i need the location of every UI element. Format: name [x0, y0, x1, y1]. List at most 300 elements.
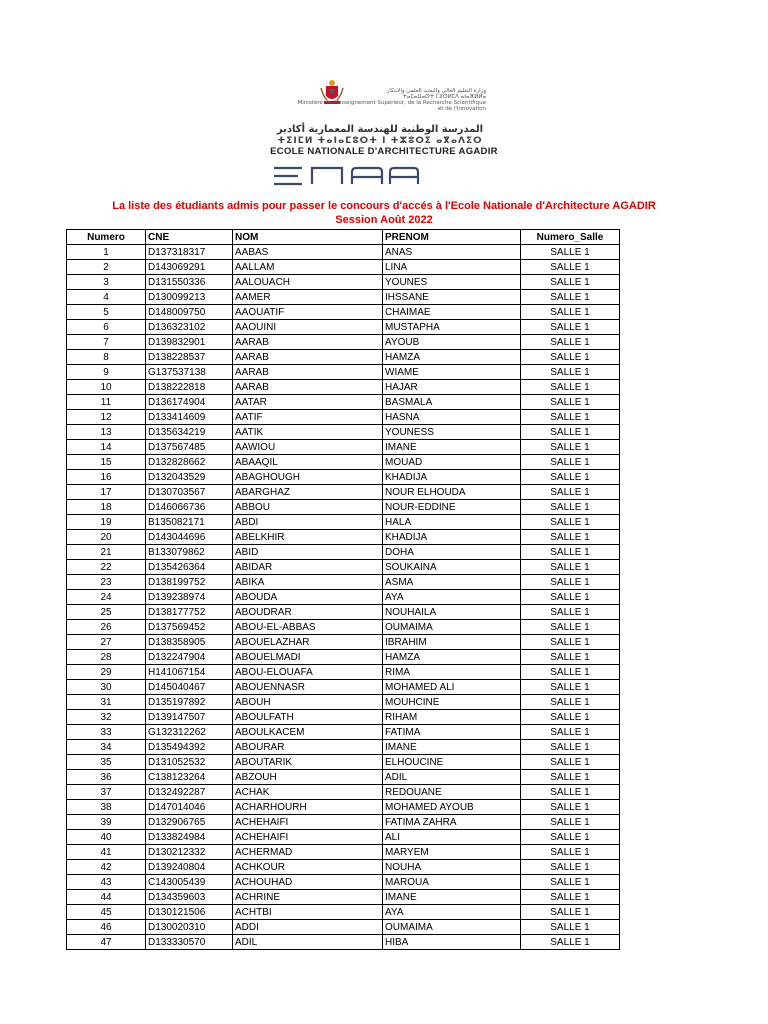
cell-nom: AALLAM: [233, 260, 383, 275]
cell-salle: SALLE 1: [521, 800, 620, 815]
cell-salle: SALLE 1: [521, 395, 620, 410]
cell-cne: G132312262: [146, 725, 233, 740]
table-row: [67, 260, 620, 275]
cell-prenom: RIHAM: [383, 710, 521, 725]
cell-prenom: YOUNES: [383, 275, 521, 290]
cell-prenom: BASMALA: [383, 395, 521, 410]
cell-cne: D130020310: [146, 920, 233, 935]
cell-nom: ABOUDA: [233, 590, 383, 605]
cell-prenom: OUMAIMA: [383, 620, 521, 635]
cell-nom: ACHKOUR: [233, 860, 383, 875]
cell-prenom: HIBA: [383, 935, 521, 950]
cell-numero: 17: [67, 485, 146, 500]
cell-cne: D133824984: [146, 830, 233, 845]
table-row: [67, 785, 620, 800]
cell-prenom: NOUHA: [383, 860, 521, 875]
table-row: [67, 605, 620, 620]
cell-salle: SALLE 1: [521, 890, 620, 905]
cell-salle: SALLE 1: [521, 695, 620, 710]
cell-nom: AATIF: [233, 410, 383, 425]
cell-numero: 21: [67, 545, 146, 560]
cell-numero: 39: [67, 815, 146, 830]
cell-prenom: AYA: [383, 905, 521, 920]
cell-nom: ACHTBI: [233, 905, 383, 920]
table-row: [67, 665, 620, 680]
cell-nom: ADIL: [233, 935, 383, 950]
cell-numero: 8: [67, 350, 146, 365]
cell-salle: SALLE 1: [521, 485, 620, 500]
cell-salle: SALLE 1: [521, 440, 620, 455]
cell-numero: 42: [67, 860, 146, 875]
cell-cne: D130099213: [146, 290, 233, 305]
cell-numero: 19: [67, 515, 146, 530]
cell-salle: SALLE 1: [521, 590, 620, 605]
cell-prenom: ANAS: [383, 245, 521, 260]
cell-cne: D138358905: [146, 635, 233, 650]
table-row: [67, 935, 620, 950]
cell-numero: 6: [67, 320, 146, 335]
cell-cne: D138177752: [146, 605, 233, 620]
cell-numero: 14: [67, 440, 146, 455]
cell-nom: ABOUELMADI: [233, 650, 383, 665]
cell-salle: SALLE 1: [521, 875, 620, 890]
cell-salle: SALLE 1: [521, 320, 620, 335]
cell-cne: D139240804: [146, 860, 233, 875]
cell-salle: SALLE 1: [521, 755, 620, 770]
cell-prenom: ALI: [383, 830, 521, 845]
cell-numero: 40: [67, 830, 146, 845]
cell-nom: ACHRINE: [233, 890, 383, 905]
cell-numero: 41: [67, 845, 146, 860]
cell-nom: ABOUELAZHAR: [233, 635, 383, 650]
cell-prenom: IMANE: [383, 890, 521, 905]
table-row: [67, 455, 620, 470]
cell-cne: D136174904: [146, 395, 233, 410]
school-name-arabic: المدرسة الوطنية للهندسة المعمارية أكادير: [276, 124, 484, 135]
cell-numero: 5: [67, 305, 146, 320]
cell-salle: SALLE 1: [521, 905, 620, 920]
cell-nom: ACHERMAD: [233, 845, 383, 860]
cell-nom: ADDI: [233, 920, 383, 935]
table-row: [67, 680, 620, 695]
cell-nom: ABELKHIR: [233, 530, 383, 545]
cell-numero: 23: [67, 575, 146, 590]
cell-prenom: WIAME: [383, 365, 521, 380]
cell-prenom: FATIMA: [383, 725, 521, 740]
cell-prenom: IMANE: [383, 440, 521, 455]
table-body: [67, 245, 620, 950]
cell-cne: D138228537: [146, 350, 233, 365]
cell-cne: D130121506: [146, 905, 233, 920]
cell-nom: ACHEHAIFI: [233, 815, 383, 830]
cell-cne: D132906765: [146, 815, 233, 830]
cell-cne: D130212332: [146, 845, 233, 860]
cell-nom: ACHARHOURH: [233, 800, 383, 815]
cell-numero: 1: [67, 245, 146, 260]
cell-numero: 28: [67, 650, 146, 665]
table-row: [67, 515, 620, 530]
cell-prenom: MOHAMED ALI: [383, 680, 521, 695]
cell-prenom: NOUR-EDDINE: [383, 500, 521, 515]
table-row: [67, 860, 620, 875]
cell-nom: ABOUDRAR: [233, 605, 383, 620]
cell-nom: AARAB: [233, 350, 383, 365]
cell-cne: D143069291: [146, 260, 233, 275]
table-row: [67, 830, 620, 845]
table-row: [67, 650, 620, 665]
cell-prenom: YOUNESS: [383, 425, 521, 440]
cell-numero: 3: [67, 275, 146, 290]
cell-cne: D131052532: [146, 755, 233, 770]
cell-prenom: HAMZA: [383, 350, 521, 365]
cell-cne: H141067154: [146, 665, 233, 680]
cell-nom: ACHEHAIFI: [233, 830, 383, 845]
table-row: [67, 440, 620, 455]
cell-salle: SALLE 1: [521, 350, 620, 365]
column-header-numero: Numero: [67, 230, 146, 245]
cell-cne: D148009750: [146, 305, 233, 320]
cell-salle: SALLE 1: [521, 935, 620, 950]
cell-salle: SALLE 1: [521, 725, 620, 740]
cell-nom: ABID: [233, 545, 383, 560]
cell-prenom: REDOUANE: [383, 785, 521, 800]
table-row: [67, 275, 620, 290]
ministry-line-ar: وزارة التعليم العالي والبحث العلمي والابتكار: [386, 88, 486, 94]
cell-nom: ABZOUH: [233, 770, 383, 785]
cell-numero: 44: [67, 890, 146, 905]
cell-nom: AAWIOU: [233, 440, 383, 455]
cell-cne: D135197892: [146, 695, 233, 710]
cell-numero: 4: [67, 290, 146, 305]
cell-cne: G137537138: [146, 365, 233, 380]
cell-salle: SALLE 1: [521, 770, 620, 785]
table-row: [67, 425, 620, 440]
cell-nom: AARAB: [233, 335, 383, 350]
cell-cne: D146066736: [146, 500, 233, 515]
cell-numero: 45: [67, 905, 146, 920]
school-name-tifinagh: ⵜⵉⵏⵎⵍ ⵜⴰⵏⴰⵎⵓⵔⵜ ⵏ ⵜⵣⵓⵔⵉ ⴰⴳⴰⴷⵉⵔ: [277, 136, 483, 146]
cell-salle: SALLE 1: [521, 410, 620, 425]
cell-prenom: CHAIMAE: [383, 305, 521, 320]
cell-numero: 27: [67, 635, 146, 650]
cell-nom: AATIK: [233, 425, 383, 440]
cell-salle: SALLE 1: [521, 515, 620, 530]
cell-prenom: LINA: [383, 260, 521, 275]
table-row: [67, 920, 620, 935]
cell-salle: SALLE 1: [521, 845, 620, 860]
cell-numero: 38: [67, 800, 146, 815]
cell-numero: 37: [67, 785, 146, 800]
cell-prenom: HASNA: [383, 410, 521, 425]
cell-numero: 46: [67, 920, 146, 935]
cell-prenom: KHADIJA: [383, 470, 521, 485]
cell-nom: ABOUH: [233, 695, 383, 710]
table-row: [67, 395, 620, 410]
cell-prenom: NOUHAILA: [383, 605, 521, 620]
cell-cne: D138222818: [146, 380, 233, 395]
table-row: [67, 815, 620, 830]
cell-salle: SALLE 1: [521, 665, 620, 680]
cell-salle: SALLE 1: [521, 920, 620, 935]
table-row: [67, 335, 620, 350]
cell-cne: D132492287: [146, 785, 233, 800]
cell-salle: SALLE 1: [521, 545, 620, 560]
cell-prenom: HALA: [383, 515, 521, 530]
cell-prenom: SOUKAINA: [383, 560, 521, 575]
cell-salle: SALLE 1: [521, 380, 620, 395]
cell-prenom: IBRAHIM: [383, 635, 521, 650]
table-row: [67, 770, 620, 785]
document-subtitle: Session Août 2022: [335, 214, 433, 226]
cell-nom: ACHAK: [233, 785, 383, 800]
cell-cne: D135634219: [146, 425, 233, 440]
cell-cne: D137569452: [146, 620, 233, 635]
document-title: La liste des étudiants admis pour passer le concours d'accés à l'Ecole Nationale d'Architecture AGADIR: [112, 200, 656, 212]
cell-salle: SALLE 1: [521, 710, 620, 725]
cell-nom: ABOU-EL-ABBAS: [233, 620, 383, 635]
cell-numero: 36: [67, 770, 146, 785]
cell-nom: ACHOUHAD: [233, 875, 383, 890]
column-header-prenom: PRENOM: [383, 230, 521, 245]
school-name: ECOLE NATIONALE D'ARCHITECTURE AGADIR: [270, 146, 498, 157]
cell-nom: ABOU-ELOUAFA: [233, 665, 383, 680]
cell-salle: SALLE 1: [521, 620, 620, 635]
cell-numero: 22: [67, 560, 146, 575]
cell-cne: D139832901: [146, 335, 233, 350]
cell-salle: SALLE 1: [521, 605, 620, 620]
cell-cne: D145040467: [146, 680, 233, 695]
cell-nom: ABDI: [233, 515, 383, 530]
cell-numero: 15: [67, 455, 146, 470]
cell-prenom: IMANE: [383, 740, 521, 755]
cell-salle: SALLE 1: [521, 830, 620, 845]
cell-cne: D139238974: [146, 590, 233, 605]
cell-salle: SALLE 1: [521, 455, 620, 470]
cell-cne: B133079862: [146, 545, 233, 560]
cell-prenom: MAROUA: [383, 875, 521, 890]
table-row: [67, 695, 620, 710]
cell-salle: SALLE 1: [521, 635, 620, 650]
table-row: [67, 470, 620, 485]
table-row: [67, 635, 620, 650]
cell-cne: C143005439: [146, 875, 233, 890]
cell-cne: D133330570: [146, 935, 233, 950]
cell-nom: ABOULFATH: [233, 710, 383, 725]
cell-numero: 18: [67, 500, 146, 515]
cell-salle: SALLE 1: [521, 305, 620, 320]
cell-numero: 47: [67, 935, 146, 950]
cell-nom: AATAR: [233, 395, 383, 410]
cell-prenom: OUMAIMA: [383, 920, 521, 935]
cell-nom: AALOUACH: [233, 275, 383, 290]
cell-numero: 16: [67, 470, 146, 485]
cell-prenom: MUSTAPHA: [383, 320, 521, 335]
column-header-cne: CNE: [146, 230, 233, 245]
cell-prenom: ELHOUCINE: [383, 755, 521, 770]
cell-nom: ABOUENNASR: [233, 680, 383, 695]
cell-prenom: IHSSANE: [383, 290, 521, 305]
cell-numero: 34: [67, 740, 146, 755]
cell-nom: AARAB: [233, 380, 383, 395]
cell-salle: SALLE 1: [521, 650, 620, 665]
cell-nom: ABOUTARIK: [233, 755, 383, 770]
cell-salle: SALLE 1: [521, 335, 620, 350]
table-row: [67, 500, 620, 515]
cell-cne: D135426364: [146, 560, 233, 575]
cell-cne: D137318317: [146, 245, 233, 260]
cell-numero: 29: [67, 665, 146, 680]
cell-cne: D132247904: [146, 650, 233, 665]
cell-nom: ABAAQIL: [233, 455, 383, 470]
cell-salle: SALLE 1: [521, 275, 620, 290]
cell-salle: SALLE 1: [521, 860, 620, 875]
table-row: [67, 545, 620, 560]
table-row: [67, 305, 620, 320]
cell-prenom: DOHA: [383, 545, 521, 560]
cell-prenom: ASMA: [383, 575, 521, 590]
cell-numero: 10: [67, 380, 146, 395]
cell-nom: ABIDAR: [233, 560, 383, 575]
cell-numero: 24: [67, 590, 146, 605]
ministry-line-tz: ⵜⴰⵎⴰⵡⴰⵙⵜ ⵏ ⵓⵙⵍⵎⴷ ⴰⵏⴰⴼⵍⵍⴰ: [402, 94, 486, 100]
column-header-salle: Numero_Salle: [521, 230, 620, 245]
cell-cne: D147014046: [146, 800, 233, 815]
table-row: [67, 350, 620, 365]
table-row: [67, 410, 620, 425]
cell-numero: 9: [67, 365, 146, 380]
cell-salle: SALLE 1: [521, 740, 620, 755]
cell-nom: AAOUATIF: [233, 305, 383, 320]
cell-numero: 30: [67, 680, 146, 695]
cell-cne: C138123264: [146, 770, 233, 785]
cell-salle: SALLE 1: [521, 680, 620, 695]
cell-salle: SALLE 1: [521, 785, 620, 800]
table-row: [67, 380, 620, 395]
cell-cne: D135494392: [146, 740, 233, 755]
table-row: [67, 845, 620, 860]
table-row: [67, 575, 620, 590]
cell-prenom: FATIMA ZAHRA: [383, 815, 521, 830]
cell-nom: ABOULKACEM: [233, 725, 383, 740]
cell-cne: B135082171: [146, 515, 233, 530]
cell-salle: SALLE 1: [521, 260, 620, 275]
cell-numero: 25: [67, 605, 146, 620]
cell-prenom: MOHAMED AYOUB: [383, 800, 521, 815]
cell-nom: AAMER: [233, 290, 383, 305]
cell-numero: 7: [67, 335, 146, 350]
cell-numero: 31: [67, 695, 146, 710]
cell-cne: D133414609: [146, 410, 233, 425]
cell-prenom: MOUAD: [383, 455, 521, 470]
table-header-row: [67, 230, 620, 245]
cell-numero: 32: [67, 710, 146, 725]
cell-prenom: HAMZA: [383, 650, 521, 665]
cell-numero: 12: [67, 410, 146, 425]
cell-salle: SALLE 1: [521, 365, 620, 380]
cell-prenom: HAJAR: [383, 380, 521, 395]
cell-salle: SALLE 1: [521, 815, 620, 830]
cell-cne: D136323102: [146, 320, 233, 335]
cell-prenom: MOUHCINE: [383, 695, 521, 710]
cell-prenom: RIMA: [383, 665, 521, 680]
table-row: [67, 800, 620, 815]
table-row: [67, 560, 620, 575]
cell-salle: SALLE 1: [521, 290, 620, 305]
ministry-line-fr: Ministère de l'Enseignement Supérieur, de la Recherche Scientifique et de l'Innovation: [297, 100, 486, 112]
cell-numero: 20: [67, 530, 146, 545]
cell-cne: D138199752: [146, 575, 233, 590]
table-row: [67, 755, 620, 770]
cell-cne: D134359603: [146, 890, 233, 905]
table-row: [67, 905, 620, 920]
table-row: [67, 365, 620, 380]
cell-numero: 43: [67, 875, 146, 890]
cell-salle: SALLE 1: [521, 470, 620, 485]
students-table: [66, 229, 620, 950]
cell-nom: ABAGHOUGH: [233, 470, 383, 485]
table-row: [67, 620, 620, 635]
cell-prenom: ADIL: [383, 770, 521, 785]
cell-salle: SALLE 1: [521, 425, 620, 440]
table-row: [67, 485, 620, 500]
cell-cne: D137567485: [146, 440, 233, 455]
cell-numero: 26: [67, 620, 146, 635]
cell-salle: SALLE 1: [521, 575, 620, 590]
cell-cne: D139147507: [146, 710, 233, 725]
cell-nom: AABAS: [233, 245, 383, 260]
cell-cne: D143044696: [146, 530, 233, 545]
table-row: [67, 725, 620, 740]
cell-numero: 33: [67, 725, 146, 740]
table-row: [67, 290, 620, 305]
cell-numero: 13: [67, 425, 146, 440]
table-row: [67, 890, 620, 905]
table-row: [67, 590, 620, 605]
cell-cne: D130703567: [146, 485, 233, 500]
cell-prenom: KHADIJA: [383, 530, 521, 545]
cell-prenom: AYOUB: [383, 335, 521, 350]
cell-nom: ABARGHAZ: [233, 485, 383, 500]
cell-salle: SALLE 1: [521, 530, 620, 545]
table-row: [67, 530, 620, 545]
table-row: [67, 320, 620, 335]
cell-prenom: NOUR ELHOUDA: [383, 485, 521, 500]
cell-nom: ABBOU: [233, 500, 383, 515]
table-row: [67, 245, 620, 260]
cell-nom: ABOURAR: [233, 740, 383, 755]
cell-salle: SALLE 1: [521, 500, 620, 515]
cell-nom: AAOUINI: [233, 320, 383, 335]
table-row: [67, 875, 620, 890]
table-row: [67, 710, 620, 725]
cell-numero: 35: [67, 755, 146, 770]
cell-numero: 11: [67, 395, 146, 410]
enaa-logo: [272, 166, 420, 186]
cell-prenom: AYA: [383, 590, 521, 605]
table-row: [67, 740, 620, 755]
cell-salle: SALLE 1: [521, 245, 620, 260]
column-header-nom: NOM: [233, 230, 383, 245]
document-header: [0, 0, 768, 195]
cell-nom: ABIKA: [233, 575, 383, 590]
cell-prenom: MARYEM: [383, 845, 521, 860]
cell-salle: SALLE 1: [521, 560, 620, 575]
ministry-text: [296, 88, 486, 112]
cell-cne: D132828662: [146, 455, 233, 470]
cell-cne: D132043529: [146, 470, 233, 485]
cell-cne: D131550336: [146, 275, 233, 290]
cell-nom: AARAB: [233, 365, 383, 380]
